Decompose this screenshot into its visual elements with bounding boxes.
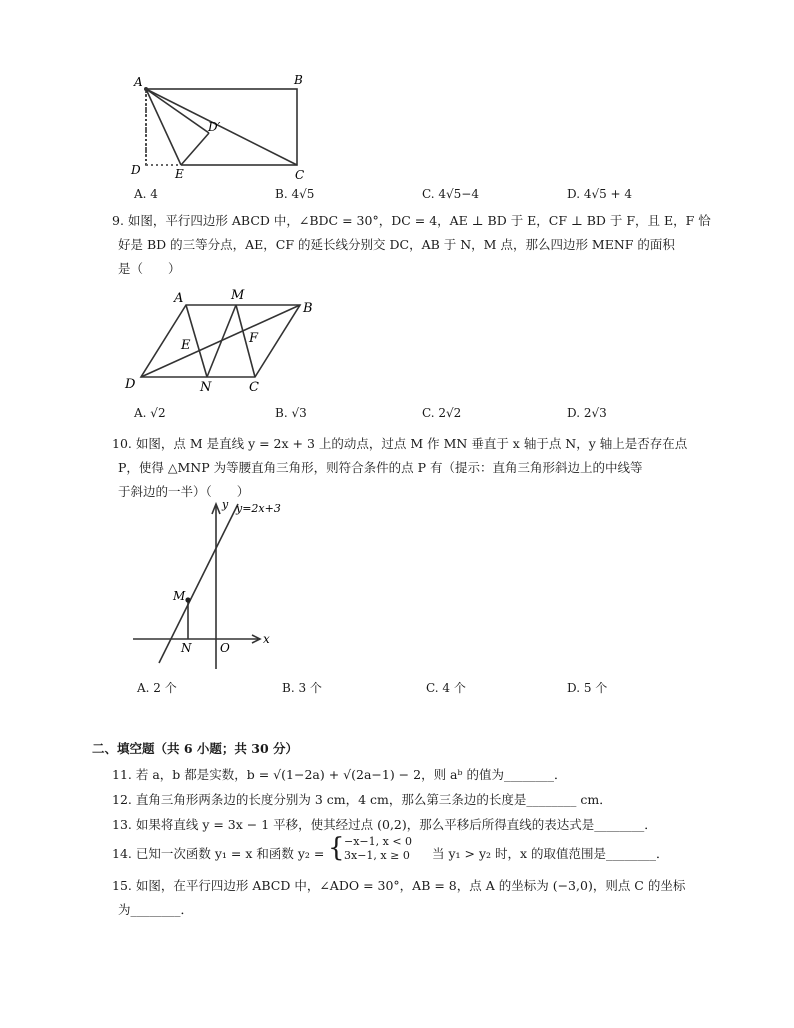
q11-text: 11. 若 a，b 都是实数，b = √(1−2a) + √(2a−1) − 2，则 aᵇ 的值为________． [112, 767, 567, 782]
label-m: M [231, 288, 245, 303]
label-f: F [249, 331, 259, 346]
label-line-equation: y=2x+3 [236, 502, 281, 515]
label-d: D [125, 377, 136, 392]
q10-line2: P，使得 △MNP 为等腰直角三角形，则符合条件的点 P 有（提示：直角三角形斜边上的中线等 [118, 460, 643, 475]
q9-option-b[interactable]: B. √3 [275, 406, 307, 420]
label-y-axis: y [222, 498, 229, 511]
label-d: D [131, 163, 141, 177]
q14-prefix: 14. 已知一次函数 y₁ = x 和函数 y₂ = [112, 846, 325, 861]
label-b: B [294, 73, 303, 87]
q10-line1: 10. 如图，点 M 是直线 y = 2x + 3 上的动点，过点 M 作 MN 垂直于 x 轴于点 N，y 轴上是否存在点 [112, 436, 688, 451]
section-title: 二、填空题（共 6 小题；共 30 分） [92, 741, 299, 756]
label-o: O [220, 641, 230, 655]
q9-option-a[interactable]: A. √2 [134, 406, 166, 420]
q10-line3: 于斜边的一半）（ ） [118, 484, 250, 499]
q9-option-d[interactable]: D. 2√3 [567, 406, 607, 420]
point-m [185, 597, 190, 602]
q9-line1: 9. 如图，平行四边形 ABCD 中，∠BDC = 30°，DC = 4，AE ⊥ BD 于 E，CF ⊥ BD 于 F，且 E，F 恰 [112, 213, 711, 228]
label-m: M [173, 589, 186, 603]
q15-line1: 15. 如图，在平行四边形 ABCD 中，∠ADO = 30°，AB = 8，点 A 的坐标为 (−3,0)，则点 C 的坐标 [112, 878, 686, 893]
label-n: N [200, 380, 212, 395]
label-c: C [295, 168, 305, 182]
q8-option-c[interactable]: C. 4√5−4 [422, 187, 479, 201]
q14-suffix: 当 y₁ > y₂ 时，x 的取值范围是________． [432, 846, 669, 861]
label-b: B [303, 301, 313, 316]
q9-option-c[interactable]: C. 2√2 [422, 406, 462, 420]
q9-line3: 是（ ） [118, 261, 181, 276]
q15-line2: 为________． [118, 902, 194, 917]
label-x-axis: x [263, 632, 270, 646]
label-c: C [249, 380, 259, 395]
label-d-prime: D′ [208, 120, 221, 134]
q10-option-d[interactable]: D. 5 个 [567, 681, 608, 695]
q8-option-b[interactable]: B. 4√5 [275, 187, 315, 201]
label-e: E [181, 338, 191, 353]
q10-option-a[interactable]: A. 2 个 [137, 681, 177, 695]
q9-line2: 好是 BD 的三等分点，AE，CF 的延长线分别交 DC，AB 于 N，M 点，那么四边形 MENF 的面积 [118, 237, 675, 252]
q13-text: 13. 如果将直线 y = 3x − 1 平移，使其经过点 (0,2)，那么平移后所得直线的表达式是________． [112, 817, 657, 832]
label-n: N [181, 641, 192, 655]
q10-option-c[interactable]: C. 4 个 [426, 681, 466, 695]
q14-case-1: −x−1, x < 0 [344, 835, 413, 848]
q14-case-2: 3x−1, x ≥ 0 [344, 849, 410, 862]
label-a: A [174, 291, 184, 306]
q10-option-b[interactable]: B. 3 个 [282, 681, 322, 695]
q8-option-a[interactable]: A. 4 [134, 187, 158, 201]
brace-icon: { [328, 833, 345, 863]
label-e: E [175, 167, 184, 181]
label-a: A [134, 75, 143, 89]
q8-option-d[interactable]: D. 4√5 + 4 [567, 187, 633, 201]
q12-text: 12. 直角三角形两条边的长度分别为 3 cm，4 cm，那么第三条边的长度是________ cm． [112, 792, 612, 807]
